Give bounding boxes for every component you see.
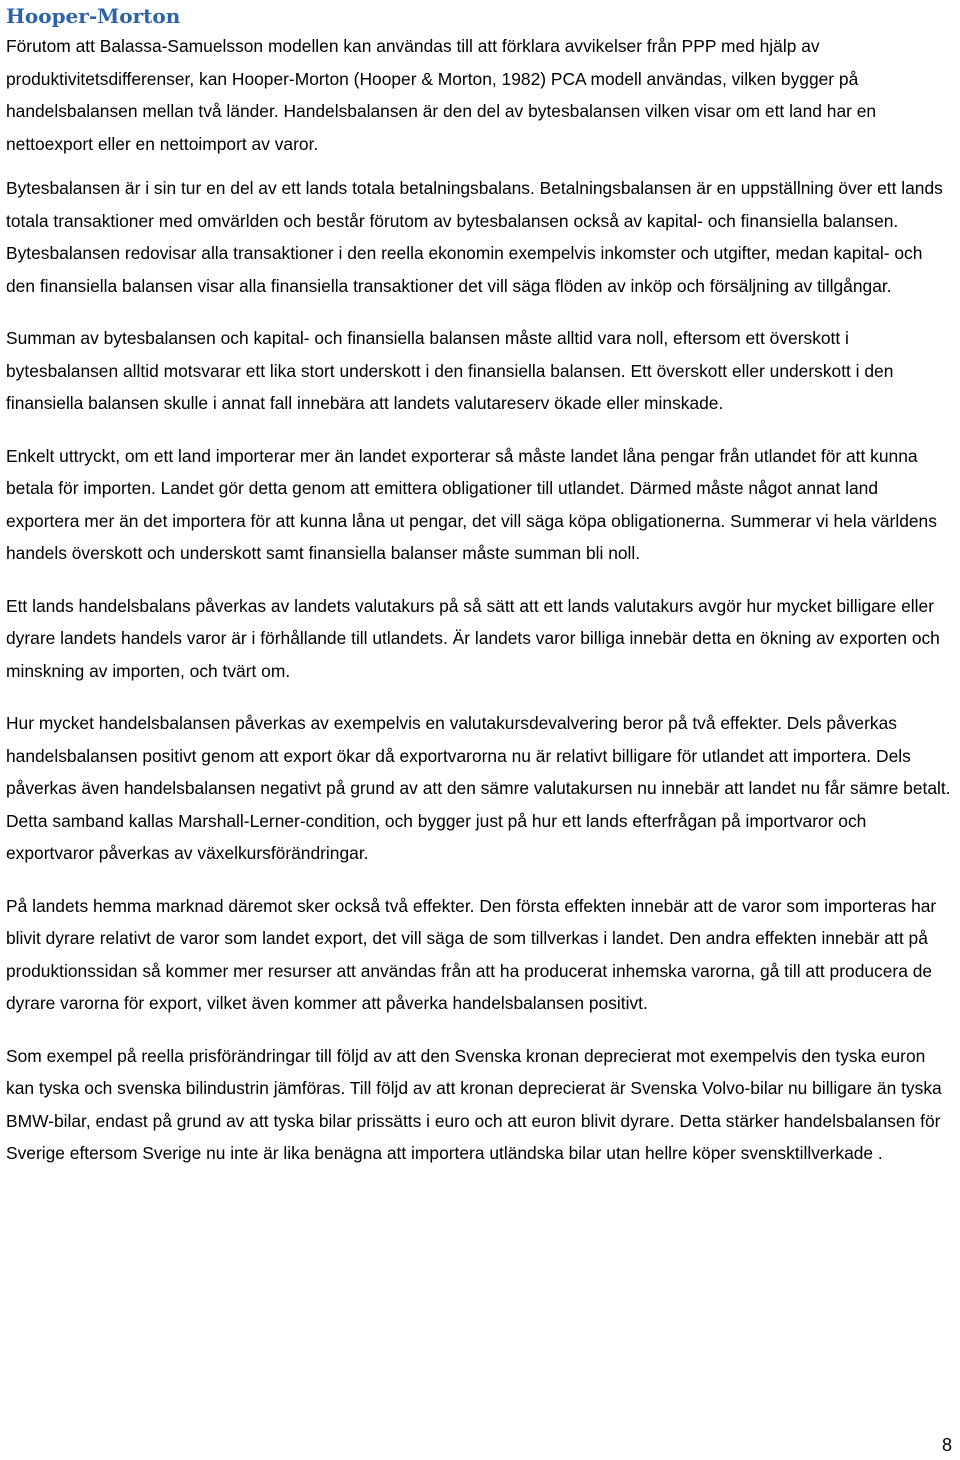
paragraph-6: Hur mycket handelsbalansen påverkas av exempelvis en valutakursdevalvering beror på två effekter. Dels påverkas handelsbalansen positivt genom att export ökar då exportvarorna nu är relativt billigare för utlandet att importera. Dels påverkas även handelsbalansen negativt på grund av att den sämre valutakursen nu innebär att landet nu får sämre betalt. Detta samband kallas Marshall-Lerner-condition, och bygger just på hur ett lands efterfrågan på importvaror och exportvaror påverkas av växelkursförändringar. bbox=[6, 713, 951, 863]
paragraph-2: Bytesbalansen är i sin tur en del av ett lands totala betalningsbalans. Betalningsbalansen är en uppställning över ett lands totala transaktioner med omvärlden och består förutom av bytesbalansen också av kapital- och finansiella balansen. Bytesbalansen redovisar alla transaktioner i den reella ekonomin exempelvis inkomster och utgifter, medan kapital- och den finansiella balansen visar alla finansiella transaktioner det vill säga flöden av inköp och försäljning av tillgångar. bbox=[6, 178, 943, 296]
page-number: 8 bbox=[941, 1435, 952, 1455]
paragraph-5: Ett lands handelsbalans påverkas av landets valutakurs på så sätt att ett lands valutakurs avgör hur mycket billigare eller dyrare landets handels varor är i förhållande till utlandets. Är landets varor billiga innebär detta en ökning av exporten och minskning av importen, och tvärt om. bbox=[6, 595, 940, 681]
paragraph-4: Enkelt uttryckt, om ett land importerar mer än landet exporterar så måste landet låna pengar från utlandet för att kunna betala för importen. Landet gör detta genom att emittera obligationer till utlandet. Därmed måste något annat land exportera mer än det importera för att kunna låna ut pengar, det vill säga köpa obligationerna. Summerar vi hela världens handels överskott och underskott samt finansiella balanser måste summan bli noll. bbox=[6, 445, 937, 563]
document-page bbox=[6, 0, 956, 1170]
paragraph-3: Summan av bytesbalansen och kapital- och finansiella balansen måste alltid vara noll, eftersom ett överskott i bytesbalansen alltid motsvarar ett lika stort underskott i den finansiella balansen. Ett överskott eller underskott i den finansiella balansen skulle i annat fall innebära att landets valutareserv ökade eller minskade. bbox=[6, 328, 894, 413]
paragraph-7: På landets hemma marknad däremot sker också två effekter. Den första effekten innebär att de varor som importeras har blivit dyrare relativt de varor som landet export, det vill säga de som tillverkas i landet. Den andra effekten innebär att på produktionssidan så kommer mer resurser att användas från att ha producerat inhemska varorna, gå till att producera de dyrare varorna för export, vilket även kommer att påverka handelsbalansen positivt. bbox=[6, 895, 937, 1013]
section-heading: Hooper-Morton bbox=[6, 4, 181, 28]
paragraph-8: Som exempel på reella prisförändringar till följd av att den Svenska kronan deprecierat mot exempelvis den tyska euron kan tyska och svenska bilindustrin jämföras. Till följd av att kronan deprecierat är Svenska Volvo-bilar nu billigare än tyska BMW-bilar, endast på grund av att tyska bilar prissätts i euro och att euron blivit dyrare. Detta stärker handelsbalansen för Sverige eftersom Sverige nu inte är lika benägna att importera utländska bilar utan hellre köper svensktillverkade . bbox=[6, 1045, 942, 1163]
paragraph-1: Förutom att Balassa-Samuelsson modellen kan användas till att förklara avvikelser från PPP med hjälp av produktivitetsdifferenser, kan Hooper-Morton (Hooper & Morton, 1982) PCA modell användas, vilken bygger på handelsbalansen mellan två länder. Handelsbalansen är den del av bytesbalansen vilken visar om ett land har en nettoexport eller en nettoimport av varor. bbox=[6, 36, 877, 154]
